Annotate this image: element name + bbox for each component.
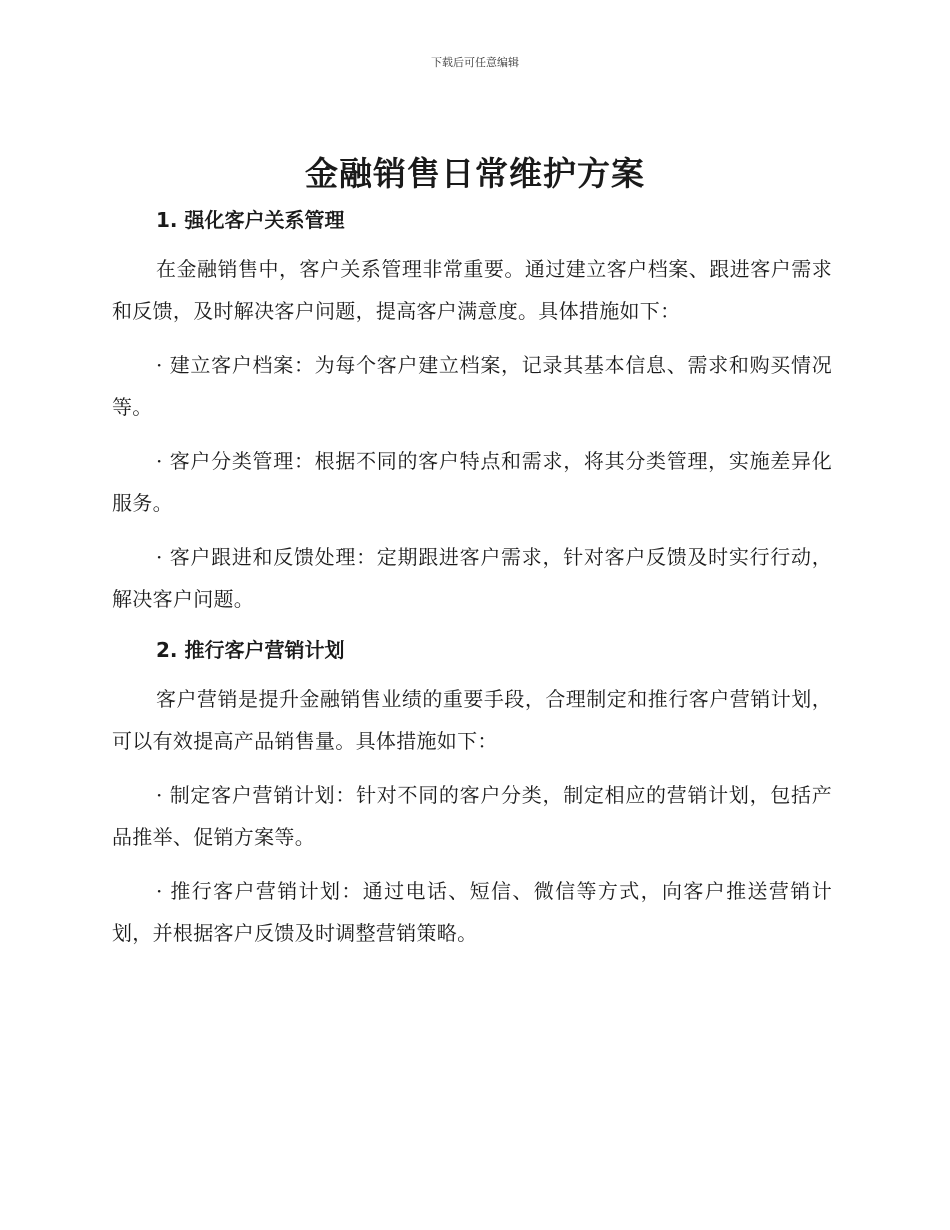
document-body xyxy=(112,202,832,966)
section-heading: 2. 推行客户营销计划 xyxy=(156,638,345,662)
page-header-note: 下载后可任意编辑 xyxy=(431,56,519,69)
paragraph: 客户营销是提升金融销售业绩的重要手段，合理制定和推行客户营销计划，可以有效提高产品销售量。具体措施如下： xyxy=(112,687,832,753)
section-heading: 1. 强化客户关系管理 xyxy=(156,208,345,232)
document-title: 金融销售日常维护方案 xyxy=(305,154,645,193)
bullet-paragraph: · 客户分类管理：根据不同的客户特点和需求，将其分类管理，实施差异化服务。 xyxy=(112,449,832,515)
paragraph: 在金融销售中，客户关系管理非常重要。通过建立客户档案、跟进客户需求和反馈，及时解决客户问题，提高客户满意度。具体措施如下： xyxy=(112,257,832,323)
bullet-paragraph: · 制定客户营销计划：针对不同的客户分类，制定相应的营销计划，包括产品推举、促销方案等。 xyxy=(112,783,832,849)
bullet-paragraph: · 推行客户营销计划：通过电话、短信、微信等方式，向客户推送营销计划，并根据客户反馈及时调整营销策略。 xyxy=(112,879,832,945)
section-marketing-plan xyxy=(112,632,832,954)
section-customer-relationship xyxy=(112,202,832,620)
bullet-paragraph: · 客户跟进和反馈处理：定期跟进客户需求，针对客户反馈及时实行行动，解决客户问题。 xyxy=(112,545,832,611)
bullet-paragraph: · 建立客户档案：为每个客户建立档案，记录其基本信息、需求和购买情况等。 xyxy=(112,353,832,419)
